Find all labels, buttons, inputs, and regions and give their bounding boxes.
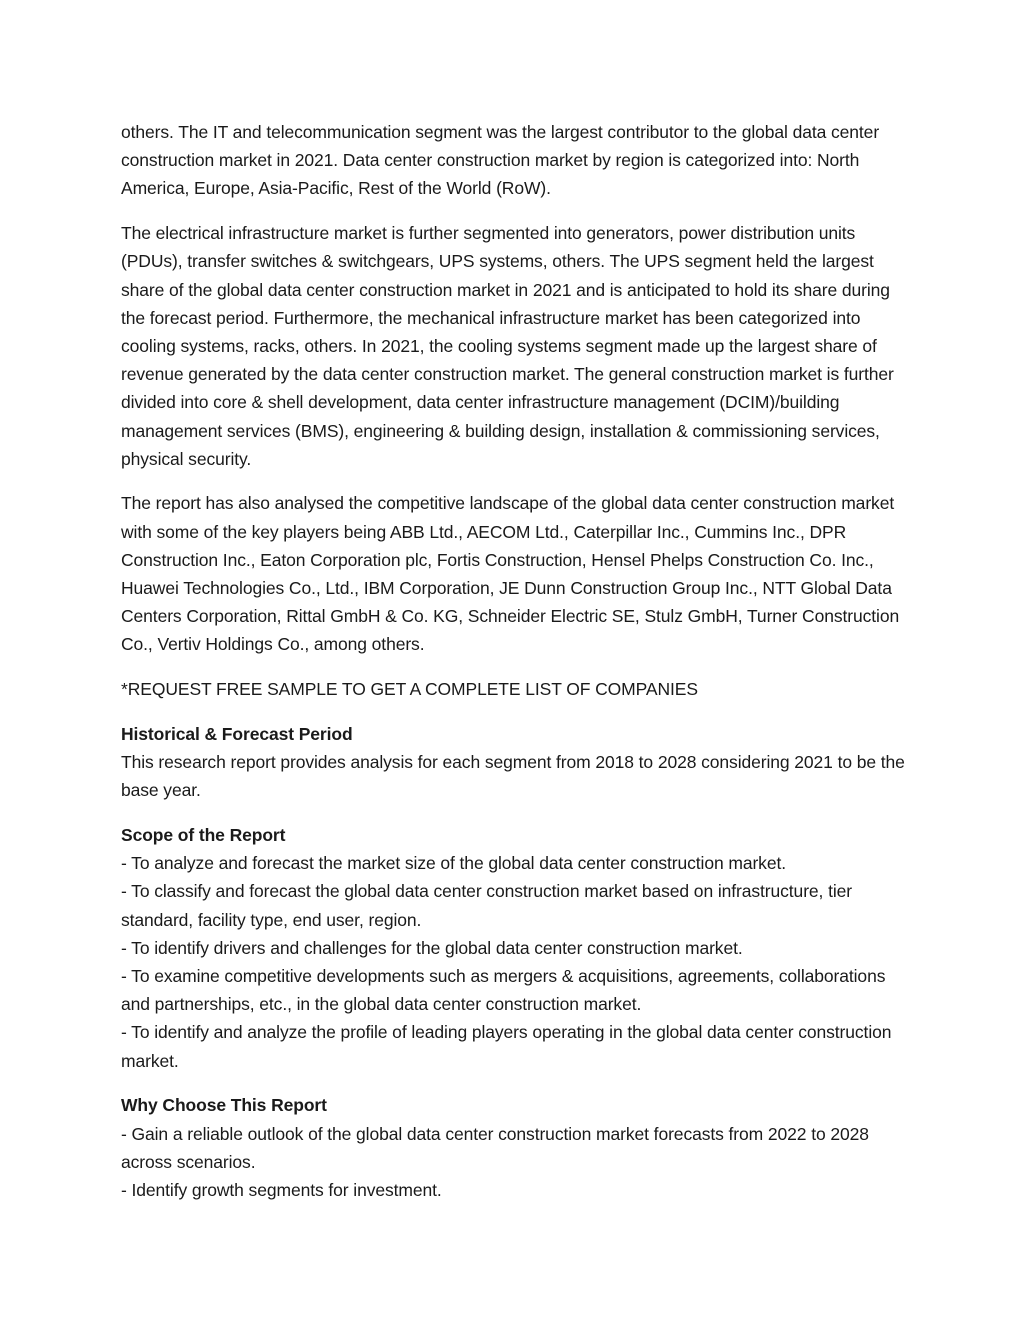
section-historical <box>121 720 911 805</box>
paragraph-competitive-landscape: The report has also analysed the competitive landscape of the global data center construction market with some of the key players being ABB Ltd., AECOM Ltd., Caterpillar Inc., Cummins Inc., DPR Construction Inc., Eaton Corporation plc, Fortis Construction, Hensel Phelps Construction Co. Inc., Huawei Technologies Co., Ltd., IBM Corporation, JE Dunn Construction Group Inc., NTT Global Data Centers Corporation, Rittal GmbH & Co. KG, Schneider Electric SE, Stulz GmbH, Turner Construction Co., Vertiv Holdings Co., among others. <box>121 493 900 655</box>
paragraph-infrastructure-segments: The electrical infrastructure market is further segmented into generators, power distribution units (PDUs), transfer switches & switchgears, UPS systems, others. The UPS segment held the largest share of the global data center construction market in 2021 and is anticipated to hold its share during the forecast period. Furthermore, the mechanical infrastructure market has been categorized into cooling systems, racks, others. In 2021, the cooling systems segment made up the largest share of revenue generated by the data center construction market. The general construction market is further divided into core & shell development, data center infrastructure management (DCIM)/building management services (BMS), engineering & building design, installation & commissioning services, physical security. <box>121 223 894 469</box>
section-text-historical: This research report provides analysis for each segment from 2018 to 2028 considering 2021 to be the base year. <box>121 752 905 801</box>
list-item: - To examine competitive developments such as mergers & acquisitions, agreements, collaborations and partnerships, etc., in the global data center construction market. <box>121 965 886 1015</box>
document-page <box>121 118 911 1221</box>
list-item: - To identify drivers and challenges for the global data center construction market. <box>121 937 743 958</box>
list-item: - To analyze and forecast the market size of the global data center construction market. <box>121 853 786 874</box>
paragraph-segments-region: others. The IT and telecommunication segment was the largest contributor to the global data center construction market in 2021. Data center construction market by region is categorized into: North America, Europe, Asia-Pacific, Rest of the World (RoW). <box>121 122 880 199</box>
list-item: - Gain a reliable outlook of the global data center construction market forecasts from 2022 to 2028 across scenarios. <box>121 1123 869 1172</box>
section-why-choose <box>121 1091 911 1204</box>
section-heading-why-choose: Why Choose This Report <box>121 1095 327 1116</box>
section-heading-historical: Historical & Forecast Period <box>121 723 353 744</box>
section-scope <box>121 821 911 1075</box>
list-item: - Identify growth segments for investment. <box>121 1179 442 1200</box>
section-heading-scope: Scope of the Report <box>121 824 286 845</box>
list-item: - To classify and forecast the global data center construction market based on infrastructure, tier standard, facility type, end user, region. <box>121 881 852 930</box>
list-item: - To identify and analyze the profile of leading players operating in the global data center construction market. <box>121 1022 892 1071</box>
paragraph-request-sample: *REQUEST FREE SAMPLE TO GET A COMPLETE LIST OF COMPANIES <box>121 679 698 700</box>
